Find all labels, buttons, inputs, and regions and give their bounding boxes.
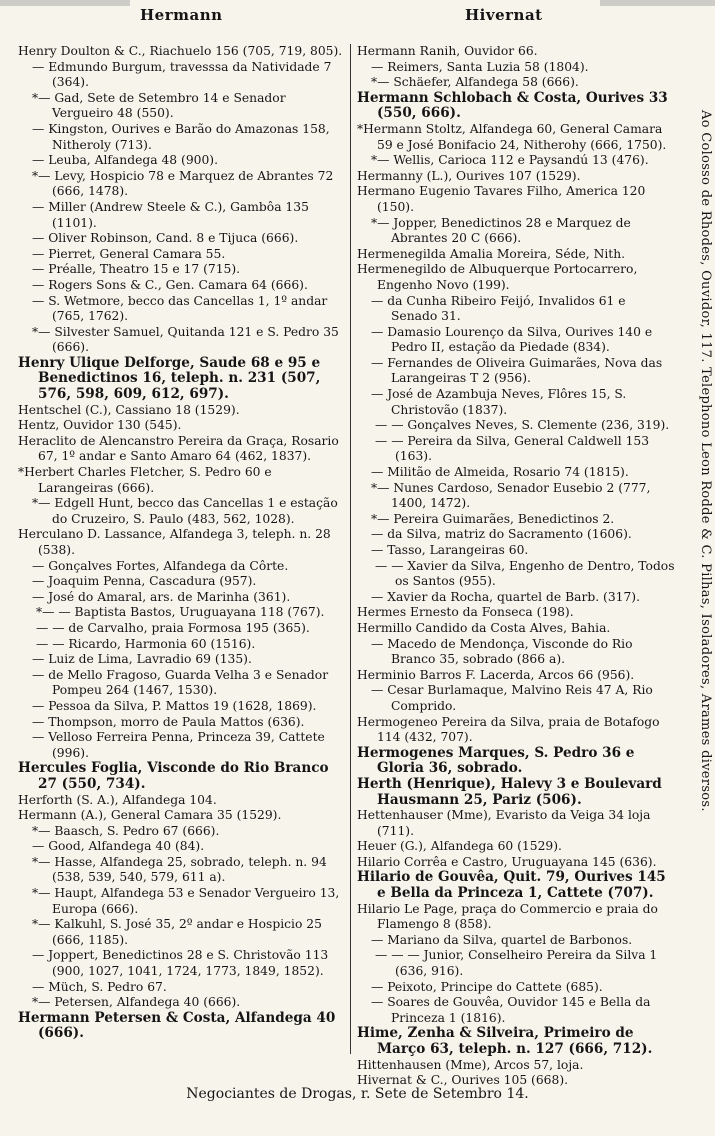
directory-entry: — Xavier da Rocha, quartel de Barb. (317). [371,589,640,604]
directory-entry: — — de Carvalho, praia Formosa 195 (365). [36,620,310,635]
left-column [18,44,345,1042]
directory-entry: — Reimers, Santa Luzia 58 (1804). [371,59,589,74]
directory-entry: Hittenhausen (Mme), Arcos 57, loja. [357,1057,584,1072]
directory-entry: *— Baasch, S. Pedro 67 (666). [32,823,220,838]
directory-entry: Hermogeneo Pereira da Silva, praia de Botafogo 114 (432, 707). [357,714,660,745]
directory-entry: — Soares de Gouvêa, Ouvidor 145 e Bella da Princeza 1 (1816). [371,995,651,1025]
directory-entry: — Leuba, Alfandega 48 (900). [32,153,218,168]
page-footer: Negociantes de Drogas, r. Sete de Setembro 14. [186,1086,529,1102]
directory-entry: Hermes Ernesto da Fonseca (198). [357,605,574,620]
directory-entry: Hermenegildo de Albuquerque Portocarrero, Engenho Novo (199). [357,262,638,292]
directory-entry: — Pessoa da Silva, P. Mattos 19 (1628, 1869). [32,698,317,713]
directory-entry: Hilario de Gouvêa, Quit. 79, Ourives 145 e Bella da Princeza 1, Cattete (707). [357,869,666,902]
header-left: Hermann [140,6,223,24]
directory-entry: *— Haupt, Alfandega 53 e Senador Vergueiro 13, Europa (666). [32,886,340,916]
directory-entry: Hime, Zenha & Silveira, Primeiro de Março 63, teleph. n. 127 (666, 712). [357,1025,653,1057]
directory-entry: *— Gad, Sete de Setembro 14 e Senador Vergueiro 48 (550). [32,90,286,121]
directory-entry: Heraclito de Alencanstro Pereira da Graça, Rosario 67, 1º andar e Santo Amaro 64 (462, 1837). [18,433,339,464]
directory-entry: Hilario Le Page, praça do Commercio e praia do Flamengo 8 (858). [357,901,658,932]
directory-entry: — — — Junior, Conselheiro Pereira da Silva 1 (636, 916). [375,948,658,979]
side-advertisement: Ao Colosso de Rhodes, Ouvidor, 117. Telephono Leon Rodde & C. Pilhas, Isoladores, Arames diversos. [698,110,713,812]
directory-entry: — Cesar Burlamaque, Malvino Reis 47 A, Rio Comprido. [371,683,653,713]
directory-entry: *— Pereira Guimarães, Benedictinos 2. [371,511,615,526]
directory-entry: *Herbert Charles Fletcher, S. Pedro 60 e Larangeiras (666). [18,465,272,495]
directory-entry: — — Pereira da Silva, General Caldwell 153 (163). [375,433,650,464]
running-header [0,2,715,28]
directory-entry: *— Wellis, Carioca 112 e Paysandú 13 (476). [371,153,649,168]
directory-entry: *— Hasse, Alfandega 25, sobrado, teleph. n. 94 (538, 539, 540, 579, 611 a). [32,854,327,885]
directory-entry: Hermano Eugenio Tavares Filho, America 120 (150). [357,184,646,214]
directory-entry: Hercules Foglia, Visconde do Rio Branco 27 (550, 734). [18,760,329,792]
column-divider [350,44,351,1054]
directory-entry: — Rogers Sons & C., Gen. Camara 64 (666). [32,277,308,292]
directory-entry: *Hermann Stoltz, Alfandega 60, General Camara 59 e José Bonifacio 24, Nitherohy (666, 1750). [357,121,667,152]
directory-entry: — Joppert, Benedictinos 28 e S. Christovão 113 (900, 1027, 1041, 1724, 1773, 1849, 1852). [32,948,329,979]
directory-entry: Herminio Barros F. Lacerda, Arcos 66 (956). [357,667,635,682]
directory-entry: *— Edgell Hunt, becco das Cancellas 1 e estação do Cruzeiro, S. Paulo (483, 562, 1028). [32,496,338,526]
directory-entry: Herculano D. Lassance, Alfandega 3, teleph. n. 28 (538). [18,527,331,557]
directory-entry: — Peixoto, Principe do Cattete (685). [371,979,603,994]
directory-entry: — Thompson, morro de Paula Mattos (636). [32,714,305,729]
directory-entry: — Mariano da Silva, quartel de Barbonos. [371,932,633,947]
directory-entry: Hivernat & C., Ourives 105 (668). [357,1073,569,1088]
directory-entry: Herth (Henrique), Halevy 3 e Boulevard Hausmann 25, Pariz (506). [357,775,662,808]
directory-entry: — Tasso, Larangeiras 60. [371,543,529,557]
directory-entry: Hermann (A.), General Camara 35 (1529). [18,808,282,823]
directory-entry: — da Silva, matriz do Sacramento (1606). [371,527,632,542]
directory-entry: — Miller (Andrew Steele & C.), Gambôa 135 (1101). [32,199,309,230]
directory-entry: — Préalle, Theatro 15 e 17 (715). [32,262,241,277]
header-right: Hivernat [465,6,543,24]
directory-entry: — Gonçalves Fortes, Alfandega da Côrte. [32,558,289,573]
directory-entry: Hilario Corrêa e Castro, Uruguayana 145 (636). [357,854,657,869]
directory-entry: — Müch, S. Pedro 67. [32,979,167,994]
directory-entry: *— Kalkuhl, S. José 35, 2º andar e Hospicio 25 (666, 1185). [32,917,322,947]
directory-entry: — S. Wetmore, becco das Cancellas 1, 1º andar (765, 1762). [32,293,328,324]
directory-entry: — Pierret, General Camara 55. [32,246,226,261]
right-column [357,44,675,1089]
directory-entry: — — Ricardo, Harmonia 60 (1516). [36,636,256,651]
directory-entry: *— Nunes Cardoso, Senador Eusebio 2 (777, 1400, 1472). [371,480,651,511]
directory-entry: — José do Amaral, ars. de Marinha (361). [32,589,291,604]
directory-entry: Hermann Schlobach & Costa, Ourives 33 (550, 666). [357,89,668,122]
directory-entry: — Edmundo Burgum, travesssa da Natividade 7 (364). [32,59,332,90]
directory-entry: *— Levy, Hospicio 78 e Marquez de Abrantes 72 (666, 1478). [32,168,334,199]
directory-entry: Henry Ulique Delforge, Saude 68 e 95 e Benedictinos 16, teleph. n. 231 (507, 576, 598, 609, 612, 697). [18,354,321,403]
directory-entry: Heuer (G.), Alfandega 60 (1529). [357,839,562,854]
directory-entry: — Damasio Lourenço da Silva, Ourives 140 e Pedro II, estação da Piedade (834). [371,324,653,355]
directory-entry: — de Mello Fragoso, Guarda Velha 3 e Senador Pompeu 264 (1467, 1530). [32,667,329,698]
directory-entry: *— Jopper, Benedictinos 28 e Marquez de Abrantes 20 C (666). [371,215,631,246]
directory-entry: Hermogenes Marques, S. Pedro 36 e Gloria 36, sobrado. [357,744,635,777]
directory-entry: — Macedo de Mendonça, Visconde do Rio Branco 35, sobrado (866 a). [371,636,633,667]
directory-entry: *— — Baptista Bastos, Uruguayana 118 (767). [36,605,325,620]
directory-entry: Herforth (S. A.), Alfandega 104. [18,792,217,807]
directory-entry: — — Xavier da Silva, Engenho de Dentro, Todos os Santos (955). [375,558,675,589]
directory-entry: *— Silvester Samuel, Quitanda 121 e S. Pedro 35 (666). [32,324,339,355]
directory-entry: — Kingston, Ourives e Barão do Amazonas 158, Nitheroly (713). [32,121,330,152]
directory-entry: Hermenegilda Amalia Moreira, Séde, Nith. [357,246,626,261]
directory-entry: *— Schäefer, Alfandega 58 (666). [371,75,579,90]
directory-entry: Hentz, Ouvidor 130 (545). [18,418,182,433]
directory-entry: — da Cunha Ribeiro Feijó, Invalidos 61 e Senado 31. [371,293,626,324]
directory-entry: *— Petersen, Alfandega 40 (666). [32,995,241,1010]
directory-entry: — Luiz de Lima, Lavradio 69 (135). [32,652,252,667]
directory-entry: Hermanny (L.), Ourives 107 (1529). [357,168,581,183]
directory-entry: — Militão de Almeida, Rosario 74 (1815). [371,465,629,480]
directory-entry: — — Gonçalves Neves, S. Clemente (236, 319). [375,418,670,433]
directory-entry: Hermillo Candido da Costa Alves, Bahia. [357,620,611,635]
directory-entry: Hettenhauser (Mme), Evaristo da Veiga 34 loja (711). [357,808,651,838]
directory-entry: Hermann Ranih, Ouvidor 66. [357,44,538,58]
directory-entry: Henry Doulton & C., Riachuelo 156 (705, 719, 805). [18,44,343,58]
directory-entry: Hermann Petersen & Costa, Alfandega 40 (666). [18,1009,336,1042]
directory-entry: — Velloso Ferreira Penna, Princeza 39, Cattete (996). [32,730,325,760]
directory-entry: — Oliver Robinson, Cand. 8 e Tijuca (666). [32,231,299,246]
directory-entry: — Joaquim Penna, Cascadura (957). [32,574,257,589]
directory-entry: — Fernandes de Oliveira Guimarães, Nova das Larangeiras T 2 (956). [371,355,663,386]
directory-entry: — José de Azambuja Neves, Flôres 15, S. Christovão (1837). [371,387,627,417]
directory-entry: Hentschel (C.), Cassiano 18 (1529). [18,402,240,417]
directory-entry: — Good, Alfandega 40 (84). [32,839,205,854]
